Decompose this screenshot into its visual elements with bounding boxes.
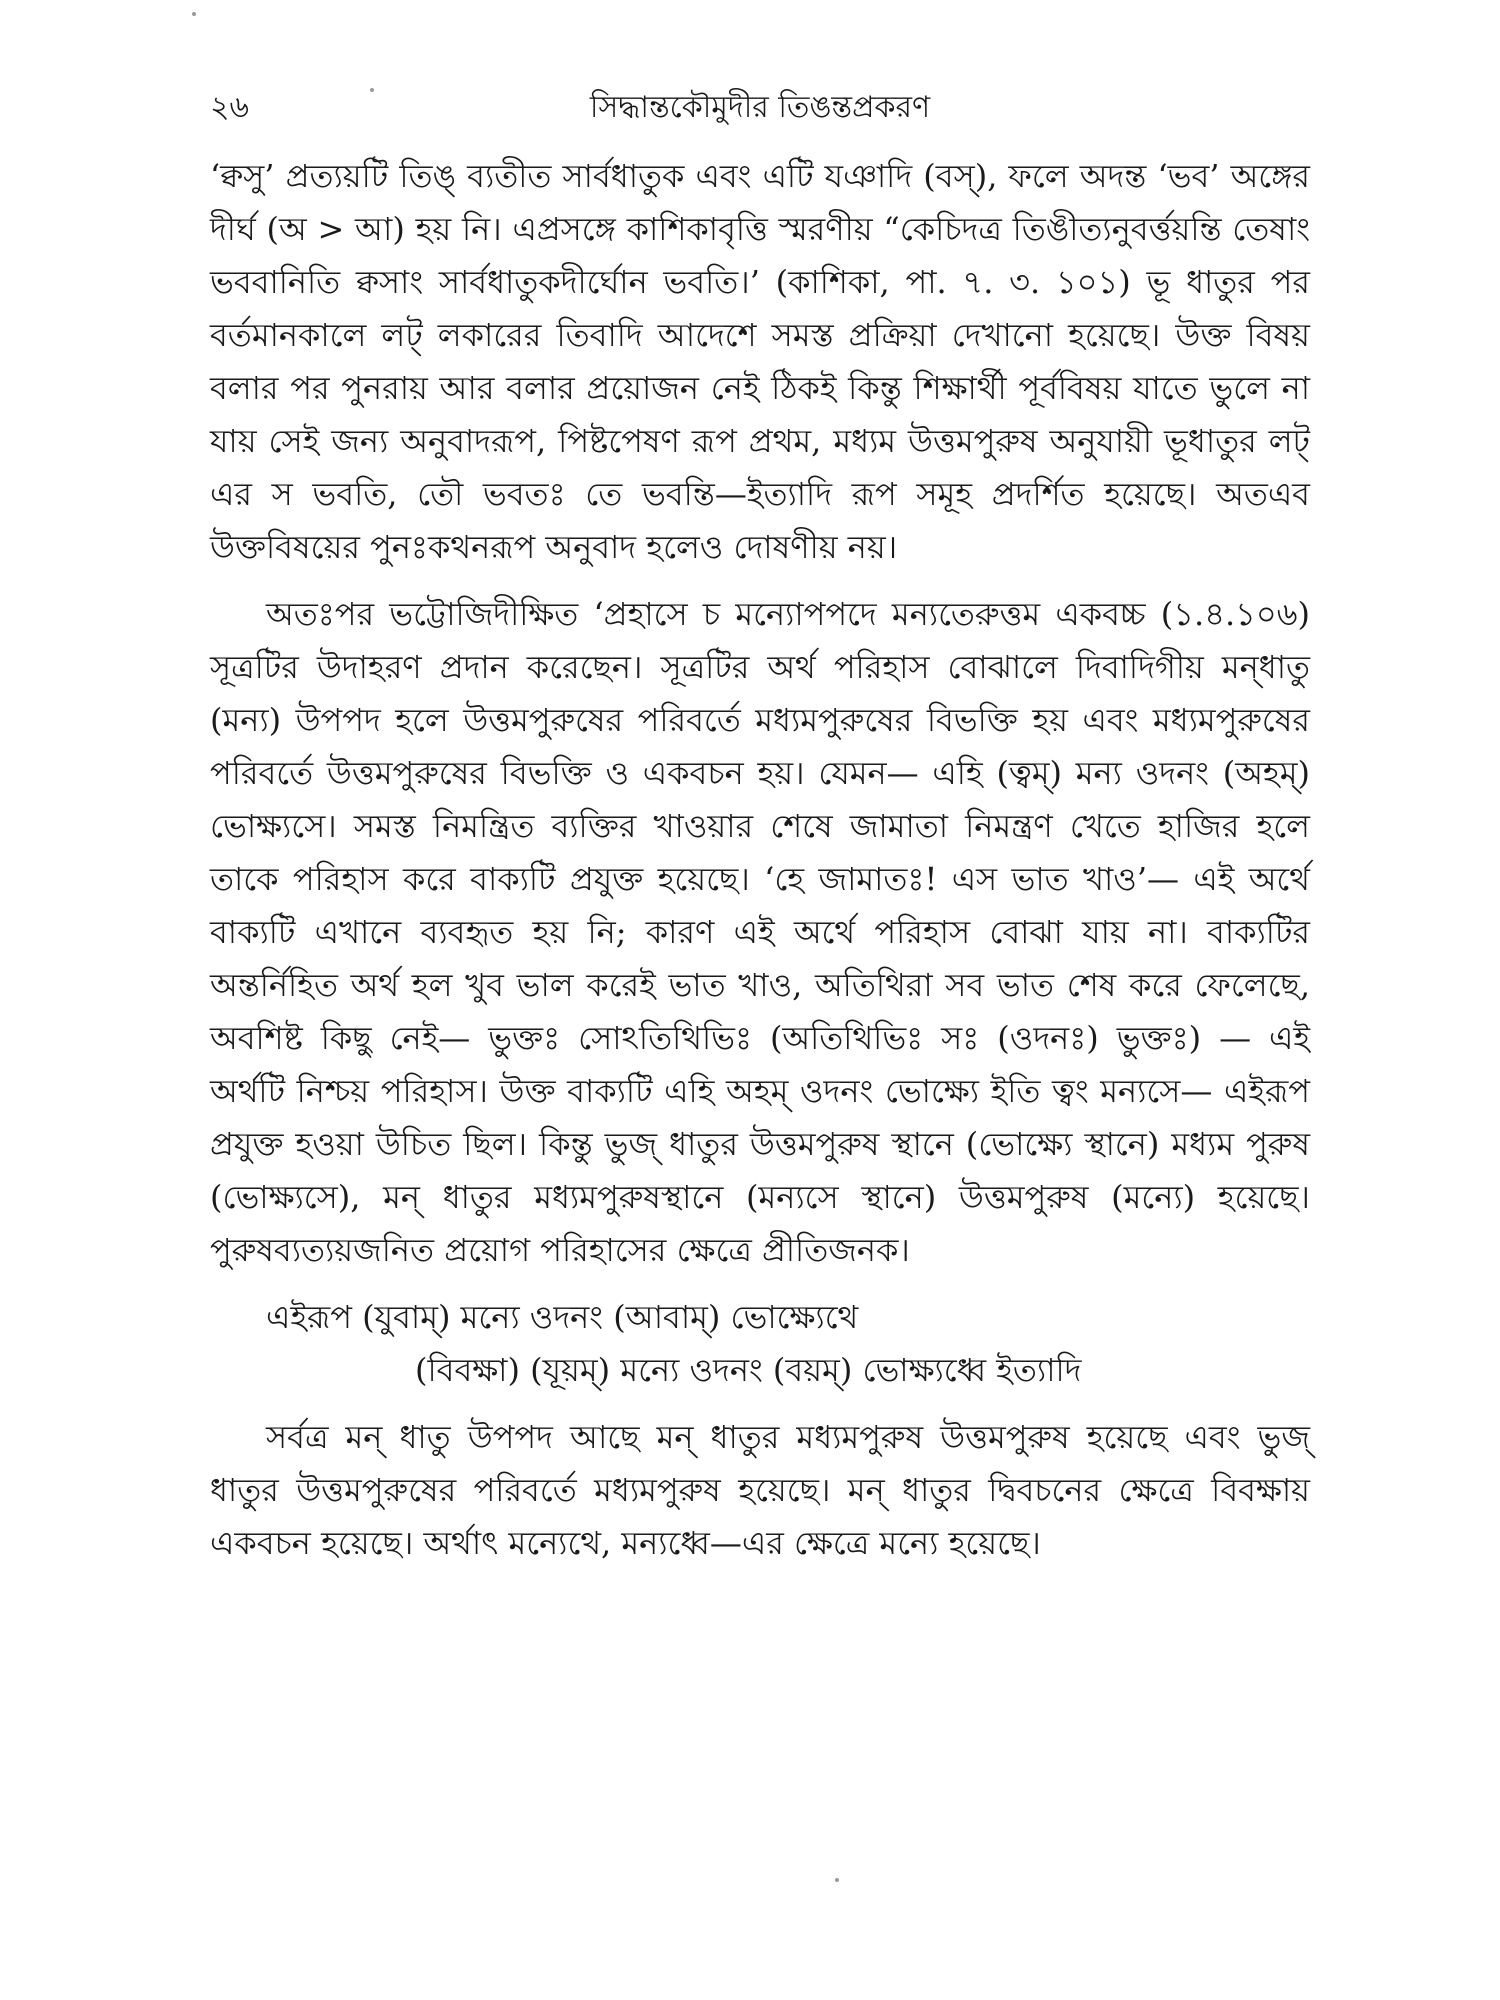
page-header <box>210 88 1310 148</box>
scan-speck <box>370 88 374 92</box>
page-number: ২৬ <box>210 90 250 125</box>
verse-line-1: এইরূপ (যুবাম্) মন্যে ওদনং (আবাম্) ভোক্ষ্যেথে <box>266 1298 859 1336</box>
verse-line-2: (বিবক্ষা) (যূয়ম্) মন্যে ওদনং (বয়ম্) ভোক্ষ্যধ্বে ইত্যাদি <box>415 1351 1082 1389</box>
paragraph-1: ‘ক্বসু’ প্রত্যয়টি তিঙ্ ব্যতীত সার্বধাতুক এবং এটি যঞাদি (বস্), ফলে অদন্ত ‘ভব’ অঙ্গের দীর্ঘ (অ > আ) হয় নি। এপ্রসঙ্গে কাশিকাবৃত্তি স্মরণীয় “কেচিদত্র তিঙীত্যনুবর্ত্তয়ন্তি তেষাং ভববানিতি ক্বসাং সার্বধাতুকদীর্ঘোন ভবতি।’ (কাশিকা, পা. ৭. ৩. ১০১) ভূ ধাতুর পর বর্তমানকালে লট্ লকারের তিবাদি আদেশে সমস্ত প্রক্রিয়া দেখানো হয়েছে। উক্ত বিষয় বলার পর পুনরায় আর বলার প্রয়োজন নেই ঠিকই কিন্তু শিক্ষার্থী পূর্ববিষয় যাতে ভুলে না যায় সেই জন্য অনুবাদরূপ, পিষ্টপেষণ রূপ প্রথম, মধ্যম উত্তমপুরুষ অনুযায়ী ভূধাতুর লট্ এর স ভবতি, তৌ ভবতঃ তে ভবন্তি—ইত্যাদি রূপ সমূহ প্রদর্শিত হয়েছে। অতএব উক্তবিষয়ের পুনঃকথনরূপ অনুবাদ হলেও দোষণীয় নয়। <box>210 157 1310 566</box>
paragraph-3: সর্বত্র মন্ ধাতু উপপদ আছে মন্ ধাতুর মধ্যমপুরুষ উত্তমপুরুষ হয়েছে এবং ভুজ্ ধাতুর উত্তমপুরুষের পরিবর্তে মধ্যমপুরুষ হয়েছে। মন্ ধাতুর দ্বিবচনের ক্ষেত্রে বিবক্ষায় একবচন হয়েছে। অর্থাৎ মন্যেথে, মন্যধ্বে—এর ক্ষেত্রে মন্যে হয়েছে। <box>210 1418 1310 1562</box>
scan-speck <box>192 12 196 16</box>
body-text <box>210 150 1310 1584</box>
paragraph-2: অতঃপর ভট্টোজিদীক্ষিত ‘প্রহাসে চ মন্যোপপদে মন্যতেরুত্তম একবচ্চ (১.৪.১০৬) সূত্রটির উদাহরণ প্রদান করেছেন। সূত্রটির অর্থ পরিহাস বোঝালে দিবাদিগীয় মন্‌ধাতু (মন্য) উপপদ হলে উত্তমপুরুষের পরিবর্তে মধ্যমপুরুষের বিভক্তি হয় এবং মধ্যমপুরুষের পরিবর্তে উত্তমপুরুষের বিভক্তি ও একবচন হয়। যেমন— এহি (ত্বম্) মন্য ওদনং (অহম্) ভোক্ষ্যসে। সমস্ত নিমন্ত্রিত ব্যক্তির খাওয়ার শেষে জামাতা নিমন্ত্রণ খেতে হাজির হলে তাকে পরিহাস করে বাক্যটি প্রযুক্ত হয়েছে। ‘হে জামাতঃ! এস ভাত খাও’— এই অর্থে বাক্যটি এখানে ব্যবহৃত হয় নি; কারণ এই অর্থে পরিহাস বোঝা যায় না। বাক্যটির অন্তর্নিহিত অর্থ হল খুব ভাল করেই ভাত খাও, অতিথিরা সব ভাত শেষ করে ফেলেছে, অবশিষ্ট কিছু নেই— ভুক্তঃ সোঽতিথিভিঃ (অতিথিভিঃ সঃ (ওদনঃ) ভুক্তঃ) — এই অর্থটি নিশ্চয় পরিহাস। উক্ত বাক্যটি এহি অহম্ ওদনং ভোক্ষ্যে ইতি ত্বং মন্যসে— এইরূপ প্রযুক্ত হওয়া উচিত ছিল। কিন্তু ভুজ্ ধাতুর উত্তমপুরুষ স্থানে (ভোক্ষ্যে স্থানে) মধ্যম পুরুষ (ভোক্ষ্যসে), মন্ ধাতুর মধ্যমপুরুষস্থানে (মন্যসে স্থানে) উত্তমপুরুষ (মন্যে) হয়েছে। পুরুষব্যত্যয়জনিত প্রয়োগ পরিহাসের ক্ষেত্রে প্রীতিজনক। <box>210 595 1310 1269</box>
running-head: সিদ্ধান্তকৌমুদীর তিঙন্তপ্রকরণ <box>589 90 931 125</box>
example-verse <box>210 1291 1310 1397</box>
scan-speck <box>835 1878 839 1882</box>
